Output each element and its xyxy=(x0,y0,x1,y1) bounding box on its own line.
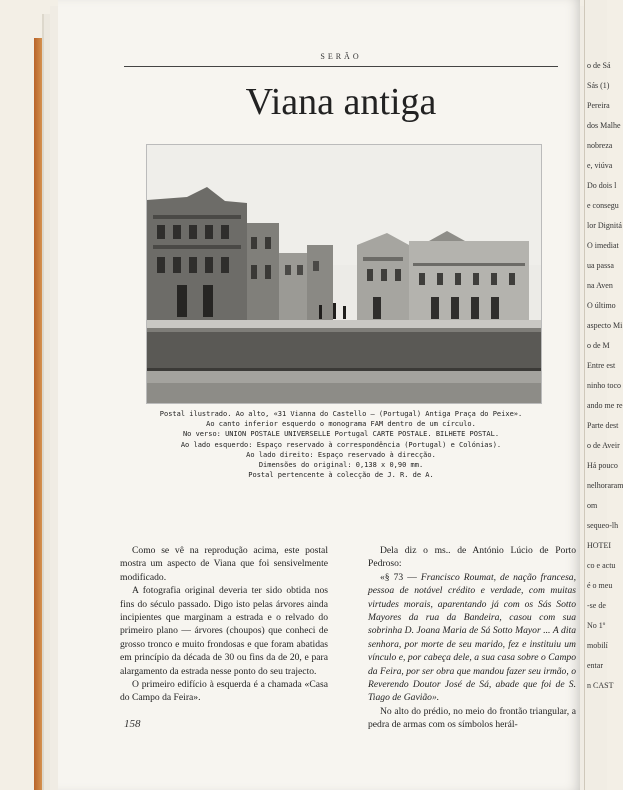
next-page-text-fragment: Sás (1) xyxy=(587,81,610,90)
next-page-text-fragment: nobreza xyxy=(587,141,613,150)
next-page-text-fragment: co e actu xyxy=(587,561,616,570)
next-page-text-fragment: o de Aveir xyxy=(587,441,620,450)
postcard-illustration xyxy=(147,145,541,403)
paragraph: No alto do prédio, no meio do frontão triangular, a pedra de armas com os símbolos herál- xyxy=(368,705,576,731)
caption-line-4: Ao lado esquerdo: Espaço reservado à correspondência (Portugal) e Colónias). xyxy=(180,440,502,449)
right-column xyxy=(368,544,576,732)
running-header: SERÃO xyxy=(320,52,362,61)
next-page-text-fragment: om xyxy=(587,501,598,510)
next-page-text-fragment: na Aven xyxy=(587,281,613,290)
caption-line-5: Ao lado direito: Espaço reservado à direcção. xyxy=(246,450,436,459)
next-page-edge xyxy=(584,0,623,790)
next-page-text-fragment: entar xyxy=(587,661,603,670)
caption-line-2: Ao canto inferior esquerdo o monograma FAM dentro de um círculo. xyxy=(206,420,476,429)
paragraph: O primeiro edifício à esquerda é a chamada «Casa do Campo da Feira». xyxy=(120,679,328,704)
next-page-text-fragment: nelhoraram xyxy=(587,481,623,490)
next-page-text-fragment: Pereira xyxy=(587,101,610,110)
paragraph: A fotografia original deveria ter sido obtida nos fins do século passado. Digo isto pelas árvores ainda incipientes que marginam a estrada e o relvado do primeiro plano — árvores (choupos) que conheci de grosso tronco e muito frondosas e que foram abatidas em princípio da década de 30 ou fins da de 20, e para alargamento da estrada nesse ponto do seu trajecto. xyxy=(120,585,328,677)
next-page-text-fragment: Entre est xyxy=(587,361,616,370)
next-page-text-fragment: ninho toco xyxy=(587,381,621,390)
next-page-text-fragment: n CAST xyxy=(587,681,614,690)
next-page-text-fragment: Parte dest xyxy=(587,421,619,430)
caption-line-1: Postal ilustrado. Ao alto, «31 Vianna do Castello — (Portugal) Antiga Praça do Peixe». xyxy=(159,410,523,418)
next-page-text-fragment: aspecto Mi xyxy=(587,321,623,330)
next-page-text-fragment: dos Malhe xyxy=(587,121,621,130)
next-page-text-fragment: é o meu xyxy=(587,581,613,590)
next-page-text-fragment: mobilí xyxy=(587,641,608,650)
next-page-text-fragment: O último xyxy=(587,301,616,310)
paragraph: Dela diz o ms.. de António Lúcio de Porto Pedroso: xyxy=(368,545,576,570)
postcard-photo xyxy=(146,144,542,404)
quote-text: Francisco Roumat, de nação francesa, pessoa de notável crédito e verdade, com muitas virtudes morais, aparentando já com os Sás Sotto Mayores da rua da Bandeira, casou com sua sobrinha D. Joana Maria de Sá Sotto Mayor ... A dita senhora, por morte de seu marido, fez e instituiu um vínculo e, por cabeça dele, a sua casa sobre o Campo da Feira, por ser obra que mandou fazer seu irmão, o Reverendo Doutor José de Sá, abade que foi de S. Tiago de Gavião». xyxy=(368,571,576,704)
quote-lead: «§ 73 — xyxy=(380,571,421,583)
next-page-text-fragment: No 1º xyxy=(587,621,606,630)
photo-caption xyxy=(124,409,558,480)
next-page-text-fragment: O imediat xyxy=(587,241,619,250)
caption-line-3: No verso: UNION POSTALE UNIVERSELLE Portugal CARTE POSTALE. BILHETE POSTAL. xyxy=(182,430,500,439)
next-page-text-fragment: lor Dignitá xyxy=(587,221,622,230)
paragraph: Como se vê na reprodução acima, este postal mostra um aspecto de Viana que foi sensivelmente modificado. xyxy=(120,545,328,583)
caption-line-6: Dimensões do original: 0,138 x 0,90 mm. xyxy=(258,461,424,470)
next-page-text-fragment: -se de xyxy=(587,601,606,610)
page-number: 158 xyxy=(124,718,141,730)
next-page-text-fragment: e, viúva xyxy=(587,161,613,170)
header-rule xyxy=(124,66,558,67)
quote-paragraph xyxy=(368,571,576,705)
next-page-text-fragment: ua passa xyxy=(587,261,614,270)
next-page-text-fragment: HOTEI xyxy=(587,541,611,550)
next-page-text-fragment: o de Sá xyxy=(587,61,611,70)
next-page-text-fragment: ando me re xyxy=(587,401,623,410)
left-column xyxy=(120,544,328,705)
next-page-text-fragment: sequeo-lh xyxy=(587,521,619,530)
next-page-text-fragment: Do dois l xyxy=(587,181,617,190)
next-page-text-fragment: Há pouco xyxy=(587,461,618,470)
caption-line-7: Postal pertencente à colecção de J. R. de A. xyxy=(248,471,434,480)
article-title: Viana antiga xyxy=(245,81,437,123)
next-page-text-fragment: o de M xyxy=(587,341,610,350)
next-page-text-fragment: e consegu xyxy=(587,201,619,210)
